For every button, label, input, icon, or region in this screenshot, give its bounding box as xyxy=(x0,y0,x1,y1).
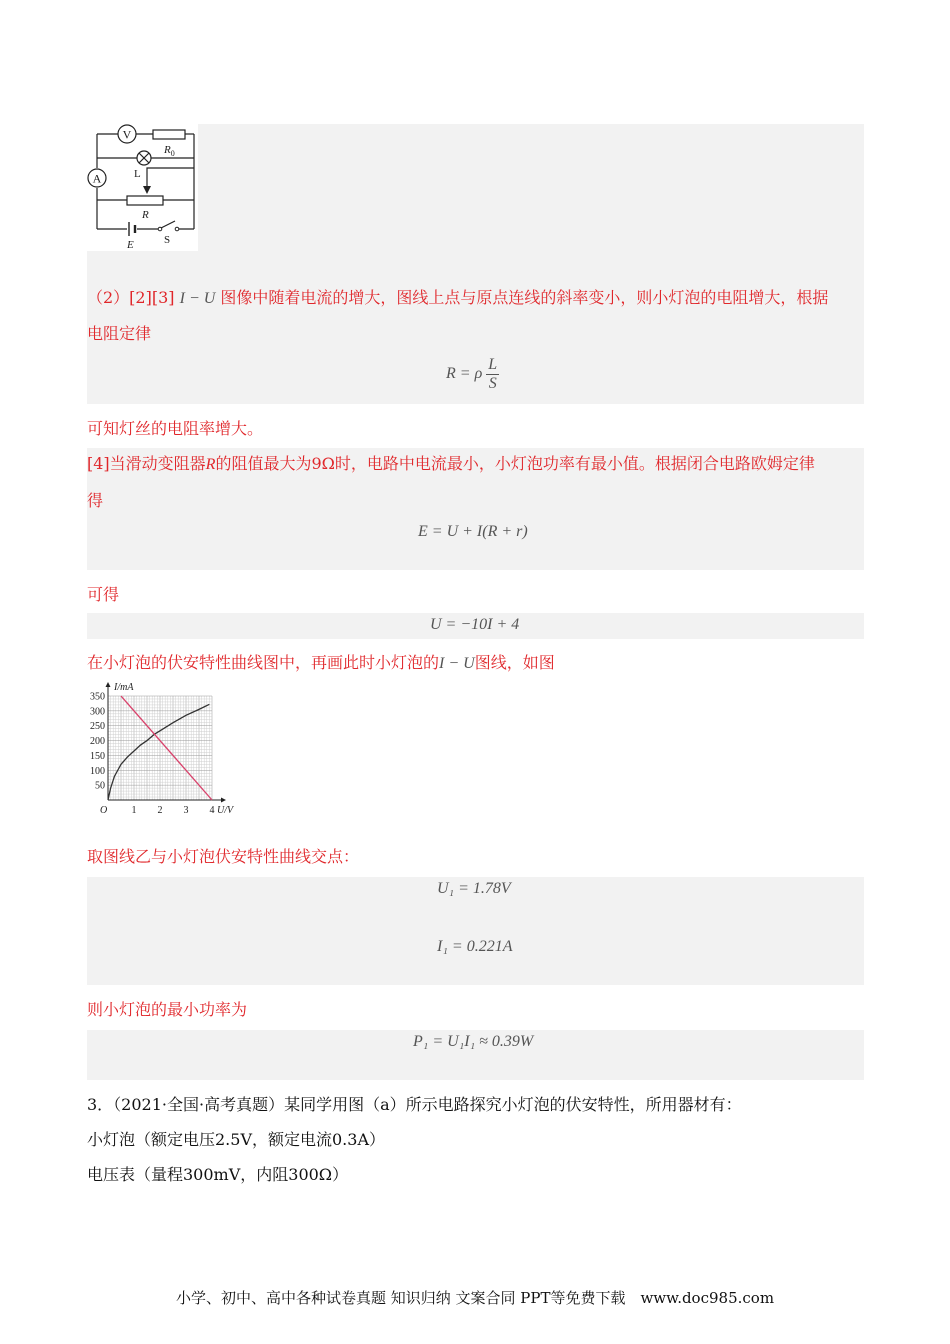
origin-label: O xyxy=(100,805,108,816)
footer-text: 小学、初中、高中各种试卷真题 知识归纳 文案合同 PPT等免费下载 www.doc985.com xyxy=(175,1289,775,1307)
q3-line1: 3．（2021·全国·高考真题）某同学用图（a）所示电路探究小灯泡的伏安特性，所用器材有： xyxy=(87,1095,742,1114)
sec2-line2: 电阻定律 xyxy=(87,324,152,343)
draw-line-text: 在小灯泡的伏安特性曲线图中，再画此时小灯泡的I − U图线，如图 xyxy=(87,653,555,672)
q3-line2: 小灯泡（额定电压2.5V，额定电流0.3A） xyxy=(87,1130,386,1149)
y-tick-label: 100 xyxy=(90,765,105,777)
circuit-diagram xyxy=(87,124,198,251)
rheostat-label: R xyxy=(142,209,149,221)
q3-line3: 电压表（量程300mV，内阻300Ω） xyxy=(87,1165,349,1184)
sec2-conclusion: 可知灯丝的电阻率增大。 xyxy=(87,419,264,438)
kede-text: 可得 xyxy=(87,585,120,604)
ammeter-label: A xyxy=(92,171,102,186)
x-tick-label: 4 xyxy=(209,805,215,816)
y-axis-arrow xyxy=(106,682,111,687)
y-axis-label: I/mA xyxy=(114,682,134,693)
intersection-text: 取图线乙与小灯泡伏安特性曲线交点： xyxy=(87,847,360,866)
lamp-label: L xyxy=(134,168,141,180)
r0-label: $R_0$ xyxy=(164,144,175,158)
u-equation: U = −10I + 4 xyxy=(430,616,520,633)
sec2-line1: （2）[2][3] I − U 图像中随着电流的增大，图线上点与原点连线的斜率变小，则小灯泡的电阻增大，根据 xyxy=(87,288,829,307)
i1-value: I₁ = 0.221A xyxy=(437,938,513,955)
sec4-line1: [4]当滑动变阻器R的阻值最大为9Ω时，电路中电流最小，小灯泡功率有最小值。根据闭合电路欧姆定律 xyxy=(87,454,815,473)
voltmeter-icon xyxy=(118,125,136,143)
p1-value: P₁ = U₁I₁ ≈ 0.39W xyxy=(413,1033,534,1050)
voltmeter-label: V xyxy=(122,127,132,142)
y-tick-label: 150 xyxy=(90,750,105,762)
rheostat xyxy=(127,196,163,205)
x-tick-label: 3 xyxy=(183,805,189,816)
iu-symbol: I − U xyxy=(179,290,216,307)
x-axis-arrow xyxy=(221,798,226,803)
iu-chart xyxy=(87,678,257,820)
ammeter-icon xyxy=(88,169,106,187)
series-line-1 xyxy=(121,696,212,800)
series-line-0 xyxy=(108,704,209,800)
r0-resistor xyxy=(153,130,185,139)
switch-label: S xyxy=(164,234,171,246)
y-tick-label: 350 xyxy=(90,691,105,703)
sec4-line2: 得 xyxy=(87,491,104,510)
x-tick-label: 1 xyxy=(131,805,137,816)
y-tick-label: 250 xyxy=(90,721,105,733)
lamp-icon xyxy=(137,151,151,165)
y-tick-label: 50 xyxy=(95,780,105,792)
ohm-law-formula: E = U + I(R + r) xyxy=(418,523,528,540)
y-tick-label: 200 xyxy=(90,736,105,748)
power-text: 则小灯泡的最小功率为 xyxy=(87,1000,248,1019)
x-axis-label: U/V xyxy=(217,805,234,816)
y-tick-label: 300 xyxy=(90,706,105,718)
x-tick-label: 2 xyxy=(157,805,163,816)
battery-label: E xyxy=(127,239,134,251)
resistance-law-formula: R = ρ $\frac{L}{S}$ xyxy=(446,356,498,392)
u1-value: U₁ = 1.78V xyxy=(437,880,511,897)
